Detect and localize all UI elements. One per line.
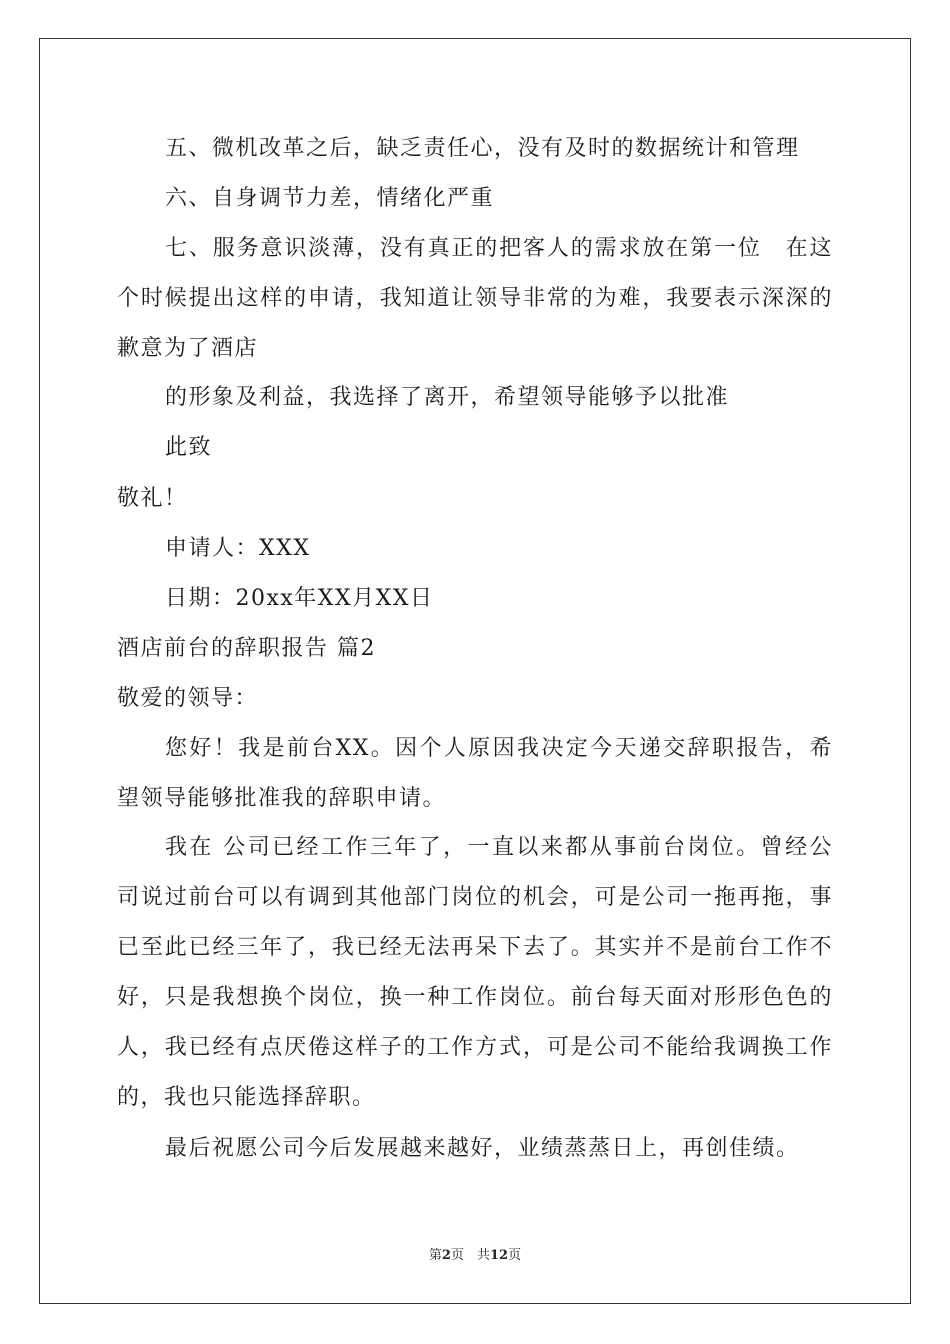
text-line: 司说过前台可以有调到其他部门岗位的机会，可是公司一拖再拖，事 (117, 885, 833, 910)
current-page-number: 2 (441, 1248, 451, 1263)
text-line: 的形象及利益，我选择了离开，希望领导能够予以批准 (165, 385, 730, 410)
footer-prefix: 第 (428, 1248, 442, 1263)
section-title: 酒店前台的辞职报告 篇2 (117, 636, 376, 661)
text-line: 望领导能够批准我的辞职申请。 (117, 786, 447, 811)
text-line: 人，我已经有点厌倦这样子的工作方式，可是公司不能给我调换工作 (117, 1035, 833, 1060)
text-line: 好，只是我想换个岗位，换一种工作岗位。前台每天面对形形色色的 (117, 985, 833, 1010)
text-line: 七、服务意识淡薄，没有真正的把客人的需求放在第一位 在这 (165, 236, 833, 261)
applicant-line: 申请人：XXX (165, 536, 311, 561)
greeting: 敬爱的领导： (117, 686, 259, 711)
footer-middle: 页 共 (450, 1248, 490, 1263)
text-line: 五、微机改革之后，缺乏责任心，没有及时的数据统计和管理 (165, 136, 800, 161)
page-border (39, 38, 911, 1304)
text-line: 的，我也只能选择辞职。 (117, 1085, 376, 1110)
text-line: 六、自身调节力差，情绪化严重 (165, 186, 495, 211)
text-line: 已至此已经三年了，我已经无法再呆下去了。其实并不是前台工作不 (117, 935, 833, 960)
text-line: 我在 公司已经工作三年了，一直以来都从事前台岗位。曾经公 (165, 835, 833, 860)
page-footer (0, 1247, 950, 1265)
text-line: 个时候提出这样的申请，我知道让领导非常的为难，我要表示深深的 (117, 286, 833, 311)
text-line: 最后祝愿公司今后发展越来越好，业绩蒸蒸日上，再创佳绩。 (165, 1136, 800, 1161)
footer-suffix: 页 (508, 1248, 522, 1263)
text-line: 此致 (165, 435, 213, 460)
total-page-count: 12 (489, 1248, 509, 1263)
date-line: 日期：20xx年XX月XX日 (165, 586, 434, 611)
text-line: 歉意为了酒店 (117, 336, 259, 361)
text-line: 您好！我是前台XX。因个人原因我决定今天递交辞职报告，希 (165, 736, 833, 761)
salutation: 敬礼！ (117, 486, 188, 511)
